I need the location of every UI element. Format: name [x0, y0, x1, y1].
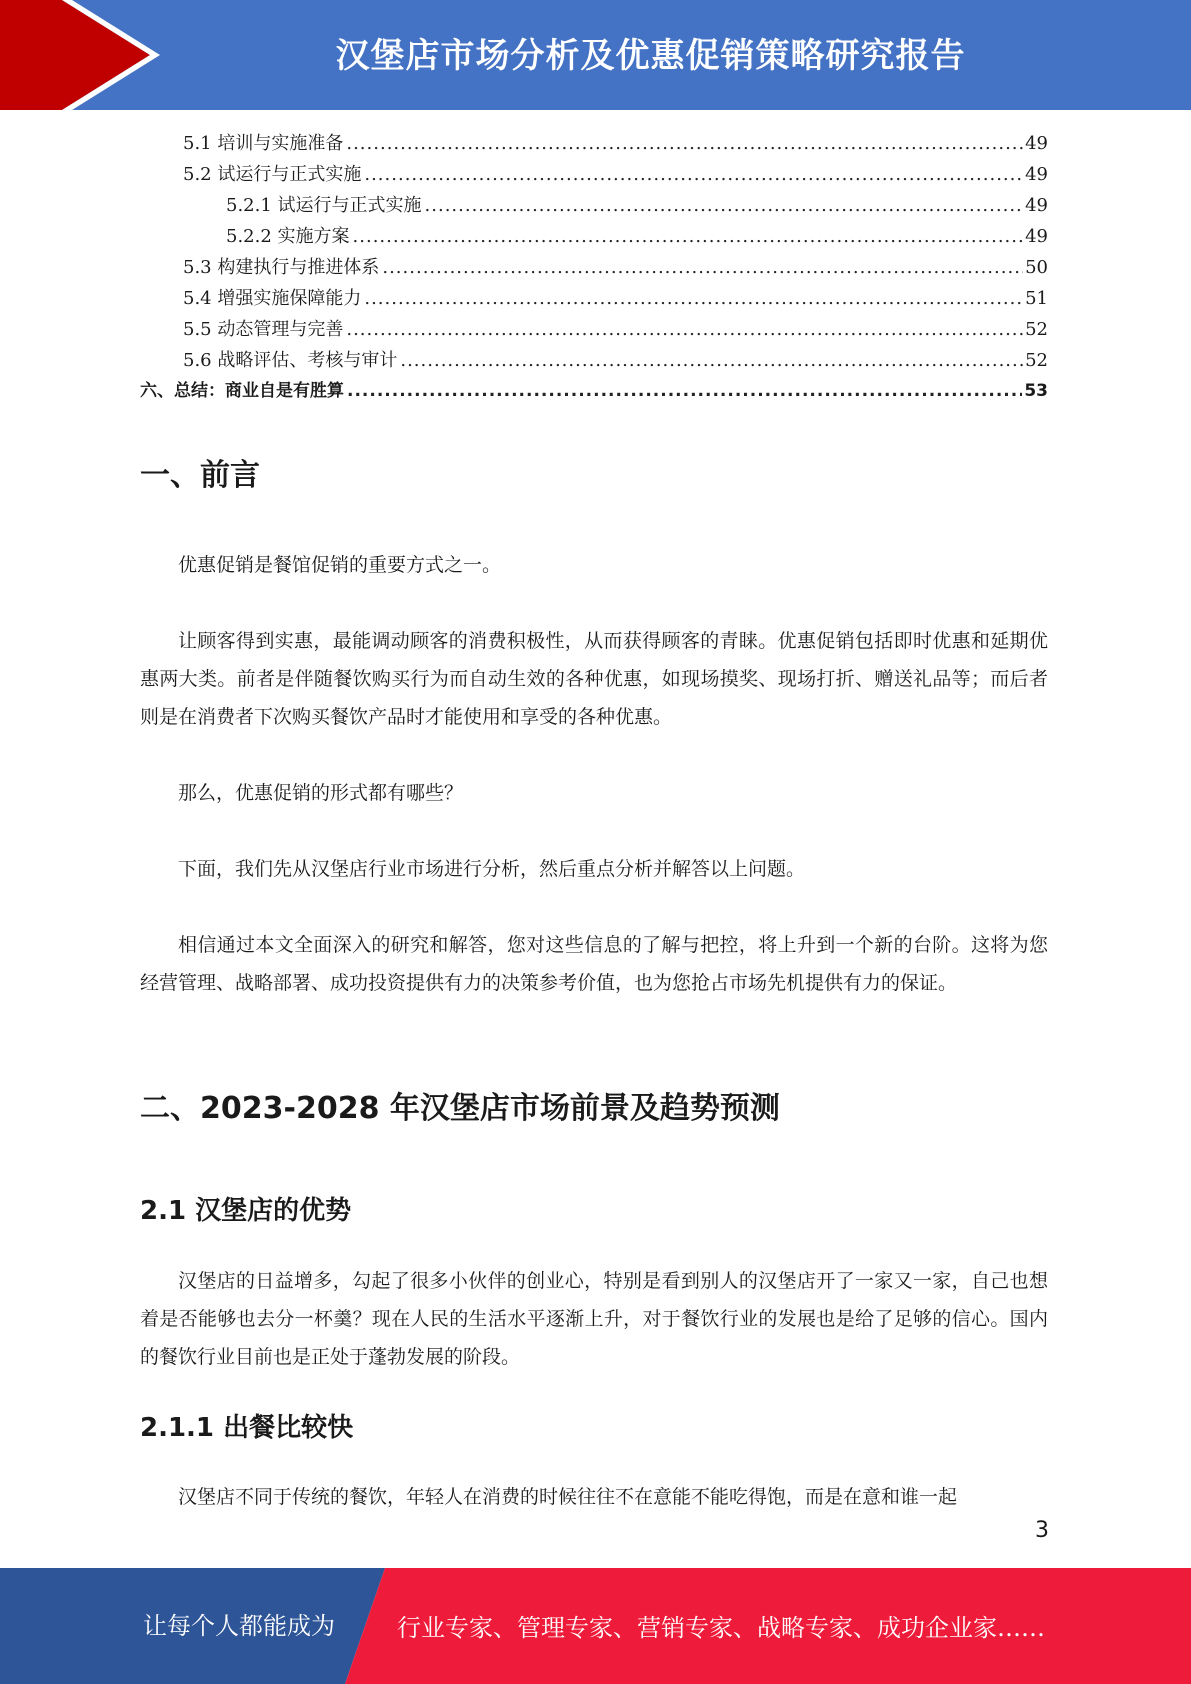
toc-entry-page: 50 [1025, 257, 1048, 278]
toc-entry-chapter[interactable] [140, 376, 1048, 407]
toc-entry-page: 52 [1025, 319, 1048, 340]
toc-entry-label: 5.2 试运行与正式实施 [183, 164, 362, 185]
footer-slogan-right: 行业专家、管理专家、营销专家、战略专家、成功企业家…… [397, 1614, 1045, 1642]
toc-entry[interactable] [140, 190, 1048, 221]
toc-entry-label: 5.2.2 实施方案 [226, 226, 350, 247]
toc-entry-label: 5.5 动态管理与完善 [183, 319, 344, 340]
body-paragraph: 汉堡店不同于传统的餐饮，年轻人在消费的时候往往不在意能不能吃得饱，而是在意和谁一起 [178, 1486, 958, 1508]
subsection-heading-advantages: 2.1 汉堡店的优势 [140, 1196, 352, 1226]
toc-entry-page: 49 [1025, 133, 1048, 154]
toc-entry-page: 49 [1025, 195, 1048, 216]
toc-entry[interactable] [140, 314, 1048, 345]
toc-entry[interactable] [140, 128, 1048, 159]
toc-entry-label: 5.6 战略评估、考核与审计 [183, 350, 398, 371]
toc-entry-page: 49 [1025, 164, 1048, 185]
toc-leader-dots [364, 283, 1023, 314]
toc-entry-label: 5.2.1 试运行与正式实施 [226, 195, 422, 216]
section-heading-preface: 一、前言 [140, 458, 260, 493]
toc-entry-label: 5.1 培训与实施准备 [183, 133, 344, 154]
footer-banner [0, 1568, 1191, 1684]
toc-leader-dots [364, 159, 1023, 190]
toc-entry[interactable] [140, 221, 1048, 252]
header-chevron-decoration [0, 0, 160, 110]
document-title: 汉堡店市场分析及优惠促销策略研究报告 [335, 36, 966, 76]
body-paragraph: 优惠促销是餐馆促销的重要方式之一。 [178, 554, 502, 576]
toc-entry-page: 53 [1024, 381, 1048, 401]
table-of-contents [140, 128, 1048, 407]
toc-entry[interactable] [140, 159, 1048, 190]
toc-entry-label: 5.4 增强实施保障能力 [183, 288, 362, 309]
toc-entry-page: 49 [1025, 226, 1048, 247]
toc-entry-page: 52 [1025, 350, 1048, 371]
toc-leader-dots [382, 252, 1023, 283]
toc-entry-label: 六、总结：商业自是有胜算 [140, 381, 344, 401]
section-heading-market-outlook: 二、2023-2028 年汉堡店市场前景及趋势预测 [140, 1091, 780, 1126]
body-paragraph: 那么，优惠促销的形式都有哪些？ [178, 782, 464, 804]
toc-leader-dots [425, 190, 1024, 221]
toc-entry-label: 5.3 构建执行与推进体系 [183, 257, 380, 278]
header-banner [0, 0, 1191, 110]
toc-leader-dots [353, 221, 1024, 252]
subsection-heading-fast-serving: 2.1.1 出餐比较快 [140, 1413, 354, 1443]
toc-leader-dots [347, 376, 1022, 407]
footer-slogan-left: 让每个人都能成为 [143, 1612, 335, 1640]
body-paragraph: 让顾客得到实惠，最能调动顾客的消费积极性，从而获得顾客的青睐。优惠促销包括即时优惠和延期优惠两大类。前者是伴随餐饮购买行为而自动生效的各种优惠，如现场摸奖、现场打折、赠送礼品等；而后者则是在消费者下次购买餐饮产品时才能使用和享受的各种优惠。 [140, 630, 1048, 728]
toc-leader-dots [346, 128, 1023, 159]
toc-leader-dots [400, 345, 1023, 376]
toc-entry[interactable] [140, 283, 1048, 314]
body-paragraph: 下面，我们先从汉堡店行业市场进行分析，然后重点分析并解答以上问题。 [178, 858, 806, 880]
toc-entry-page: 51 [1025, 288, 1048, 309]
body-paragraph: 汉堡店的日益增多，勾起了很多小伙伴的创业心，特别是看到别人的汉堡店开了一家又一家，自己也想着是否能够也去分一杯羹？现在人民的生活水平逐渐上升，对于餐饮行业的发展也是给了足够的信心。国内的餐饮行业目前也是正处于蓬勃发展的阶段。 [140, 1270, 1048, 1368]
toc-leader-dots [346, 314, 1023, 345]
body-paragraph: 相信通过本文全面深入的研究和解答，您对这些信息的了解与把控，将上升到一个新的台阶。这将为您经营管理、战略部署、成功投资提供有力的决策参考价值，也为您抢占市场先机提供有力的保证。 [140, 934, 1048, 994]
toc-entry[interactable] [140, 252, 1048, 283]
toc-entry[interactable] [140, 345, 1048, 376]
page-number: 3 [1035, 1518, 1049, 1543]
